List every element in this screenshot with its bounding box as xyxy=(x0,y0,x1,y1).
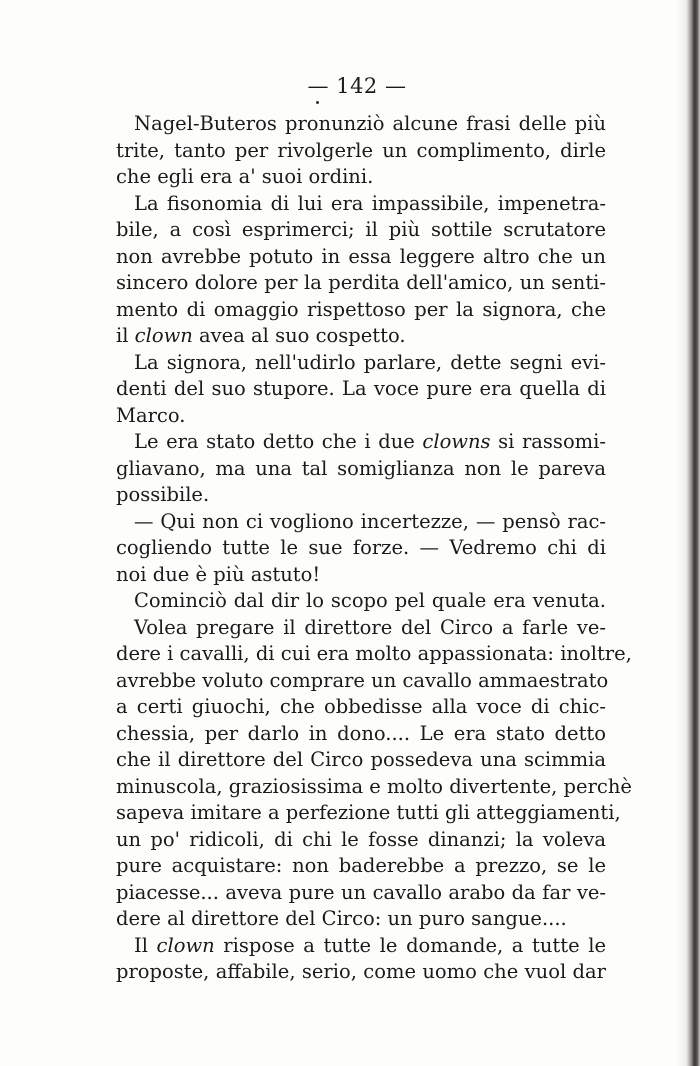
text-line: il clown avea al suo cospetto. xyxy=(116,324,406,347)
text-line: non avrebbe potuto in essa leggere altro che un xyxy=(116,244,606,268)
text-line: a certi giuochi, che obbedisse alla voce di chic- xyxy=(116,695,606,718)
text-line: che il direttore del Circo possedeva una scimmia xyxy=(116,748,606,771)
text-line: piacesse... aveva pure un cavallo arabo da far ve- xyxy=(116,880,606,904)
text-line: dere i cavalli, di cui era molto appassionata: inoltre, xyxy=(116,642,632,665)
text-line: Nagel-Buteros pronunziò alcune frasi delle più xyxy=(134,112,606,135)
text-line: sapeva imitare a perfezione tutti gli atteggiamenti, xyxy=(116,801,621,824)
text-line: Marco. xyxy=(116,403,186,427)
body-text xyxy=(116,111,632,986)
text-line: possibile. xyxy=(116,483,210,506)
text-line: chessia, per darlo in dono.... Le era stato detto xyxy=(116,721,606,745)
italic-term: clown xyxy=(156,933,215,957)
text-line: La signora, nell'udirlo parlare, dette segni evi- xyxy=(134,350,606,374)
page-number: — 142 — xyxy=(307,74,407,98)
italic-term: clown xyxy=(134,324,193,347)
text-line: Volea pregare il direttore del Circo a farle ve- xyxy=(134,615,606,639)
text-line: un po' ridicoli, di chi le fosse dinanzi; la voleva xyxy=(116,827,606,851)
text-line: Il clown rispose a tutte le domande, a tutte le xyxy=(134,933,607,957)
text-line: denti del suo stupore. La voce pure era quella di xyxy=(116,377,606,400)
binding-edge xyxy=(686,0,700,1066)
text-line: dere al direttore del Circo: un puro sangue.... xyxy=(116,907,567,930)
text-line: cogliendo tutte le sue forze. — Vedremo chi di xyxy=(116,536,606,559)
text-line: pure acquistare: non baderebbe a prezzo, se le xyxy=(116,854,606,877)
text-line: sincero dolore per la perdita dell'amico, un senti- xyxy=(116,271,606,294)
text-line: proposte, affabile, serio, come uomo che vuol dar xyxy=(116,960,606,983)
text-line: noi due è più astuto! xyxy=(116,562,321,586)
text-line: bile, a così esprimerci; il più sottile scrutatore xyxy=(116,218,606,241)
text-line: — Qui non ci vogliono incertezze, — pensò rac- xyxy=(134,509,606,533)
text-line: Cominciò dal dir lo scopo pel quale era venuta. xyxy=(134,589,606,612)
text-line: gliavano, ma una tal somiglianza non le pareva xyxy=(116,456,606,480)
text-line: minuscola, graziosissima e molto divertente, perchè xyxy=(116,774,632,798)
text-line: avrebbe voluto comprare un cavallo ammaestrato xyxy=(116,668,609,692)
text-line: Le era stato detto che i due clowns si rassomi- xyxy=(134,430,606,453)
text-line: trite, tanto per rivolgerle un complimento, dirle xyxy=(116,138,606,162)
binding-shadow xyxy=(676,0,686,1066)
italic-term: clowns xyxy=(422,430,491,453)
text-line: mento di omaggio rispettoso per la signora, che xyxy=(116,297,606,321)
ink-speck xyxy=(316,101,319,104)
text-line: che egli era a' suoi ordini. xyxy=(116,165,374,188)
text-line: La fisonomia di lui era impassibile, impenetra- xyxy=(134,191,606,215)
